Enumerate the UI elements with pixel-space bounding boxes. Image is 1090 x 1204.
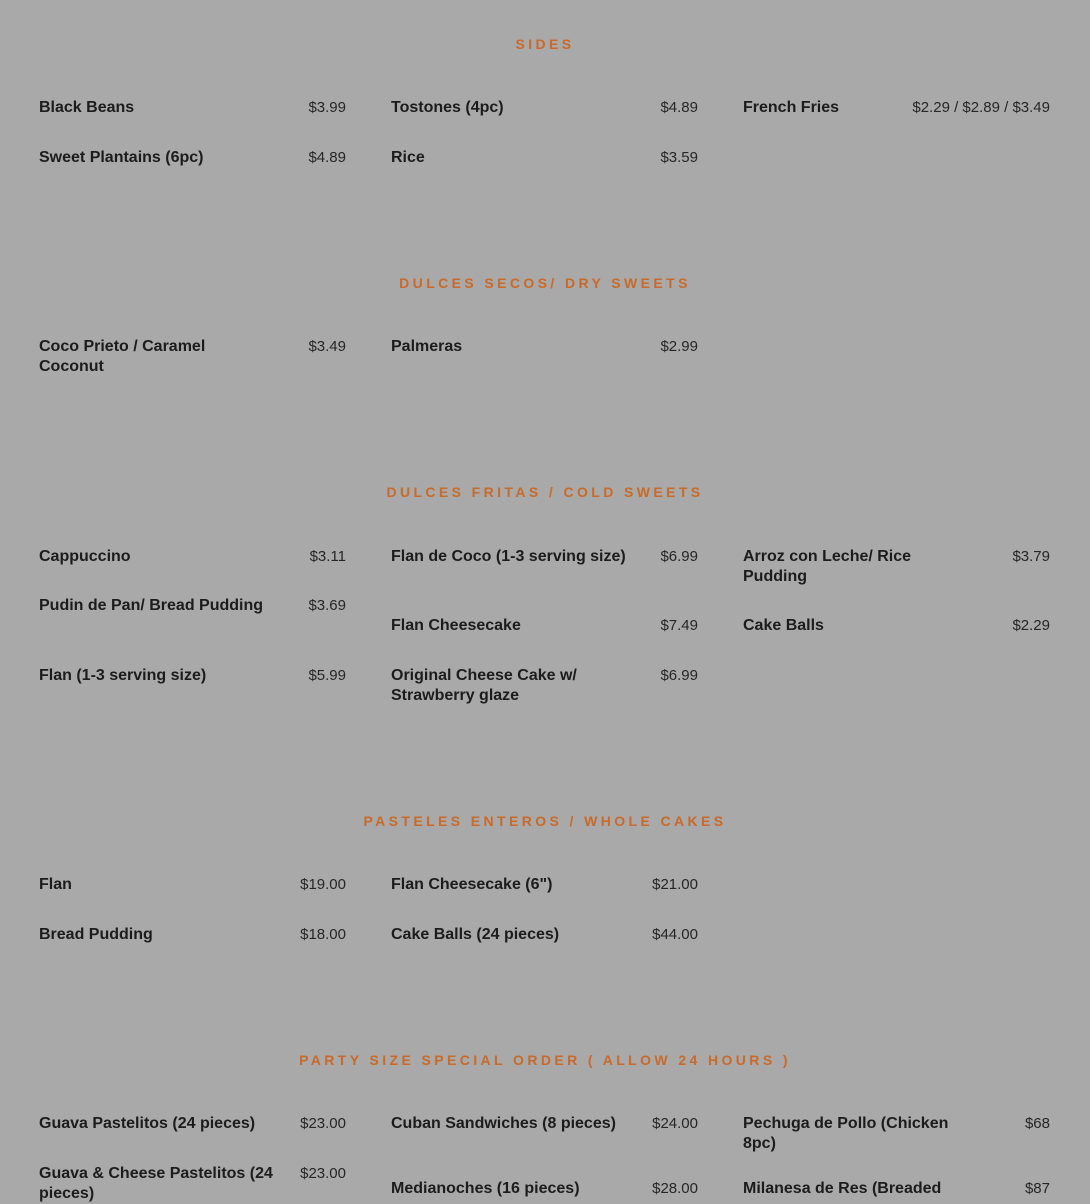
item-price: $2.29 (1012, 617, 1050, 634)
item-price: $28.00 (652, 1180, 698, 1197)
item-name: Guava & Cheese Pastelitos (24 pieces) (39, 1165, 273, 1202)
menu-item (39, 666, 346, 686)
item-name: Tostones (4pc) (391, 99, 504, 116)
item-price: $3.69 (308, 597, 346, 614)
menu-item (39, 1164, 346, 1204)
menu-item (743, 616, 1050, 636)
item-name: Palmeras (391, 338, 463, 355)
section-title-party-size: PARTY SIZE SPECIAL ORDER ( ALLOW 24 HOURS ) (299, 1052, 791, 1068)
section-title-cold-sweets: DULCES FRITAS / COLD SWEETS (386, 484, 704, 500)
menu-item (39, 1114, 346, 1134)
menu-item (743, 1114, 1050, 1154)
menu-item (391, 925, 698, 945)
item-name: Flan (1-3 serving size) (39, 667, 207, 684)
menu-item (391, 1114, 698, 1134)
item-price: $87 (1024, 1180, 1050, 1197)
item-name: Cuban Sandwiches (8 pieces) (391, 1115, 616, 1132)
item-name: Milanesa de Res (Breaded (743, 1180, 942, 1197)
menu-item (39, 337, 346, 377)
item-price: $23.00 (300, 1165, 346, 1182)
item-price: $19.00 (300, 876, 346, 893)
item-price: $6.99 (660, 548, 698, 565)
item-price: $2.99 (660, 338, 698, 355)
menu-item (39, 875, 346, 895)
menu-item (391, 875, 698, 895)
item-name: Flan de Coco (1-3 serving size) (391, 548, 626, 565)
item-name: Guava Pastelitos (24 pieces) (39, 1115, 256, 1132)
section-title-whole-cakes: PASTELES ENTEROS / WHOLE CAKES (363, 813, 727, 829)
item-name: French Fries (743, 99, 840, 116)
menu-item (391, 1179, 698, 1199)
menu-item (743, 1179, 1050, 1199)
item-name: Pechuga de Pollo (Chicken 8pc) (743, 1115, 949, 1152)
item-name: Rice (391, 149, 425, 166)
item-price: $3.79 (1012, 548, 1050, 565)
item-name: Bread Pudding (39, 926, 153, 943)
menu-item (391, 666, 698, 706)
item-name: Original Cheese Cake w/ Strawberry glaze (391, 667, 577, 704)
menu-item (39, 925, 346, 945)
item-name: Black Beans (39, 99, 135, 116)
item-name: Flan (39, 876, 72, 893)
menu-item (39, 547, 346, 567)
menu-item (743, 98, 1050, 118)
item-name: Cake Balls (24 pieces) (391, 926, 560, 943)
item-name: Cappuccino (39, 548, 131, 565)
menu-item (39, 596, 346, 616)
item-price: $24.00 (652, 1115, 698, 1132)
item-name: Medianoches (16 pieces) (391, 1180, 580, 1197)
menu-item (391, 547, 698, 567)
item-name: Arroz con Leche/ Rice Pudding (743, 548, 912, 585)
item-price: $5.99 (308, 667, 346, 684)
item-price: $3.49 (308, 338, 346, 355)
item-name: Sweet Plantains (6pc) (39, 149, 204, 166)
item-price: $44.00 (652, 926, 698, 943)
item-name: Flan Cheesecake (6") (391, 876, 553, 893)
item-price: $4.89 (308, 149, 346, 166)
item-price: $3.11 (309, 548, 346, 565)
menu-item (391, 337, 698, 357)
item-price: $68 (1024, 1115, 1050, 1132)
item-price: $2.29 / $2.89 / $3.49 (912, 99, 1050, 116)
menu-item (391, 98, 698, 118)
item-price: $3.59 (660, 149, 698, 166)
menu-item (391, 616, 698, 636)
menu-item (39, 98, 346, 118)
item-price: $4.89 (660, 99, 698, 116)
section-title-sides: SIDES (515, 36, 575, 52)
item-price: $6.99 (660, 667, 698, 684)
item-price: $21.00 (652, 876, 698, 893)
item-name: Pudin de Pan/ Bread Pudding (39, 597, 264, 614)
item-name: Cake Balls (743, 617, 824, 634)
menu-item (39, 148, 346, 168)
item-price: $3.99 (308, 99, 346, 116)
section-title-dry-sweets: DULCES SECOS/ DRY SWEETS (399, 275, 691, 291)
menu-item (743, 547, 1050, 587)
item-name: Coco Prieto / Caramel Coconut (39, 338, 206, 375)
item-price: $18.00 (300, 926, 346, 943)
item-price: $7.49 (660, 617, 698, 634)
menu-item (391, 148, 698, 168)
item-price: $23.00 (300, 1115, 346, 1132)
item-name: Flan Cheesecake (391, 617, 521, 634)
